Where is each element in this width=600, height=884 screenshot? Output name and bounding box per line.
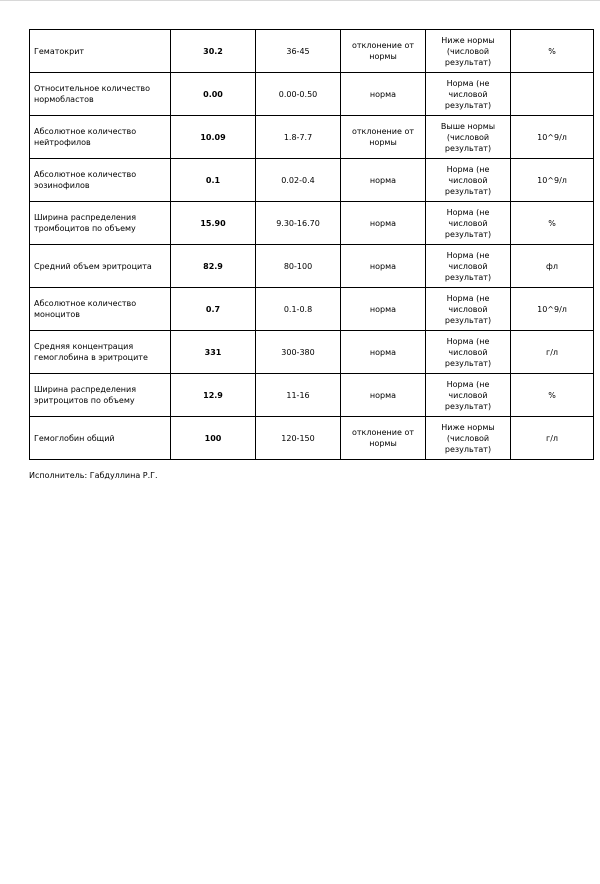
result-flag: Ниже нормы (числовой результат) bbox=[426, 30, 511, 73]
table-row bbox=[30, 30, 594, 73]
table-row bbox=[30, 417, 594, 460]
result-value: 0.1 bbox=[171, 159, 256, 202]
reference-range: 0.02-0.4 bbox=[256, 159, 341, 202]
norm-status: норма bbox=[341, 202, 426, 245]
table-row bbox=[30, 202, 594, 245]
norm-status: отклонение от нормы bbox=[341, 417, 426, 460]
result-flag: Норма (не числовой результат) bbox=[426, 374, 511, 417]
reference-range: 0.00-0.50 bbox=[256, 73, 341, 116]
reference-range: 120-150 bbox=[256, 417, 341, 460]
reference-range: 0.1-0.8 bbox=[256, 288, 341, 331]
norm-status: отклонение от нормы bbox=[341, 116, 426, 159]
test-name: Средняя концентрация гемоглобина в эритроците bbox=[30, 331, 171, 374]
result-value: 0.00 bbox=[171, 73, 256, 116]
result-flag: Ниже нормы (числовой результат) bbox=[426, 417, 511, 460]
table-row bbox=[30, 73, 594, 116]
unit bbox=[511, 73, 594, 116]
result-value: 12.9 bbox=[171, 374, 256, 417]
test-name: Относительное количество нормобластов bbox=[30, 73, 171, 116]
table-row bbox=[30, 331, 594, 374]
test-name: Абсолютное количество нейтрофилов bbox=[30, 116, 171, 159]
reference-range: 300-380 bbox=[256, 331, 341, 374]
result-flag: Выше нормы (числовой результат) bbox=[426, 116, 511, 159]
norm-status: норма bbox=[341, 288, 426, 331]
test-name: Гемоглобин общий bbox=[30, 417, 171, 460]
result-flag: Норма (не числовой результат) bbox=[426, 159, 511, 202]
reference-range: 1.8-7.7 bbox=[256, 116, 341, 159]
result-flag: Норма (не числовой результат) bbox=[426, 288, 511, 331]
result-flag: Норма (не числовой результат) bbox=[426, 331, 511, 374]
unit: % bbox=[511, 30, 594, 73]
test-name: Ширина распределения эритроцитов по объему bbox=[30, 374, 171, 417]
reference-range: 80-100 bbox=[256, 245, 341, 288]
unit: 10^9/л bbox=[511, 116, 594, 159]
lab-results-table bbox=[29, 29, 594, 460]
unit: фл bbox=[511, 245, 594, 288]
result-value: 10.09 bbox=[171, 116, 256, 159]
result-flag: Норма (не числовой результат) bbox=[426, 73, 511, 116]
result-value: 15.90 bbox=[171, 202, 256, 245]
reference-range: 9.30-16.70 bbox=[256, 202, 341, 245]
norm-status: норма bbox=[341, 159, 426, 202]
test-name: Средний объем эритроцита bbox=[30, 245, 171, 288]
result-flag: Норма (не числовой результат) bbox=[426, 245, 511, 288]
performer-signature-line: Исполнитель: Габдуллина Р.Г. bbox=[29, 471, 158, 480]
norm-status: норма bbox=[341, 331, 426, 374]
unit: 10^9/л bbox=[511, 159, 594, 202]
result-flag: Норма (не числовой результат) bbox=[426, 202, 511, 245]
table-row bbox=[30, 288, 594, 331]
table-row bbox=[30, 374, 594, 417]
result-value: 100 bbox=[171, 417, 256, 460]
result-value: 30.2 bbox=[171, 30, 256, 73]
norm-status: норма bbox=[341, 245, 426, 288]
unit: г/л bbox=[511, 417, 594, 460]
result-value: 0.7 bbox=[171, 288, 256, 331]
test-name: Абсолютное количество моноцитов bbox=[30, 288, 171, 331]
unit: г/л bbox=[511, 331, 594, 374]
result-value: 331 bbox=[171, 331, 256, 374]
page-top-divider bbox=[0, 0, 600, 1]
test-name: Абсолютное количество эозинофилов bbox=[30, 159, 171, 202]
table-row bbox=[30, 159, 594, 202]
table-row bbox=[30, 245, 594, 288]
norm-status: норма bbox=[341, 374, 426, 417]
reference-range: 11-16 bbox=[256, 374, 341, 417]
test-name: Ширина распределения тромбоцитов по объему bbox=[30, 202, 171, 245]
unit: 10^9/л bbox=[511, 288, 594, 331]
reference-range: 36-45 bbox=[256, 30, 341, 73]
norm-status: норма bbox=[341, 73, 426, 116]
test-name: Гематокрит bbox=[30, 30, 171, 73]
norm-status: отклонение от нормы bbox=[341, 30, 426, 73]
unit: % bbox=[511, 374, 594, 417]
table-row bbox=[30, 116, 594, 159]
unit: % bbox=[511, 202, 594, 245]
result-value: 82.9 bbox=[171, 245, 256, 288]
